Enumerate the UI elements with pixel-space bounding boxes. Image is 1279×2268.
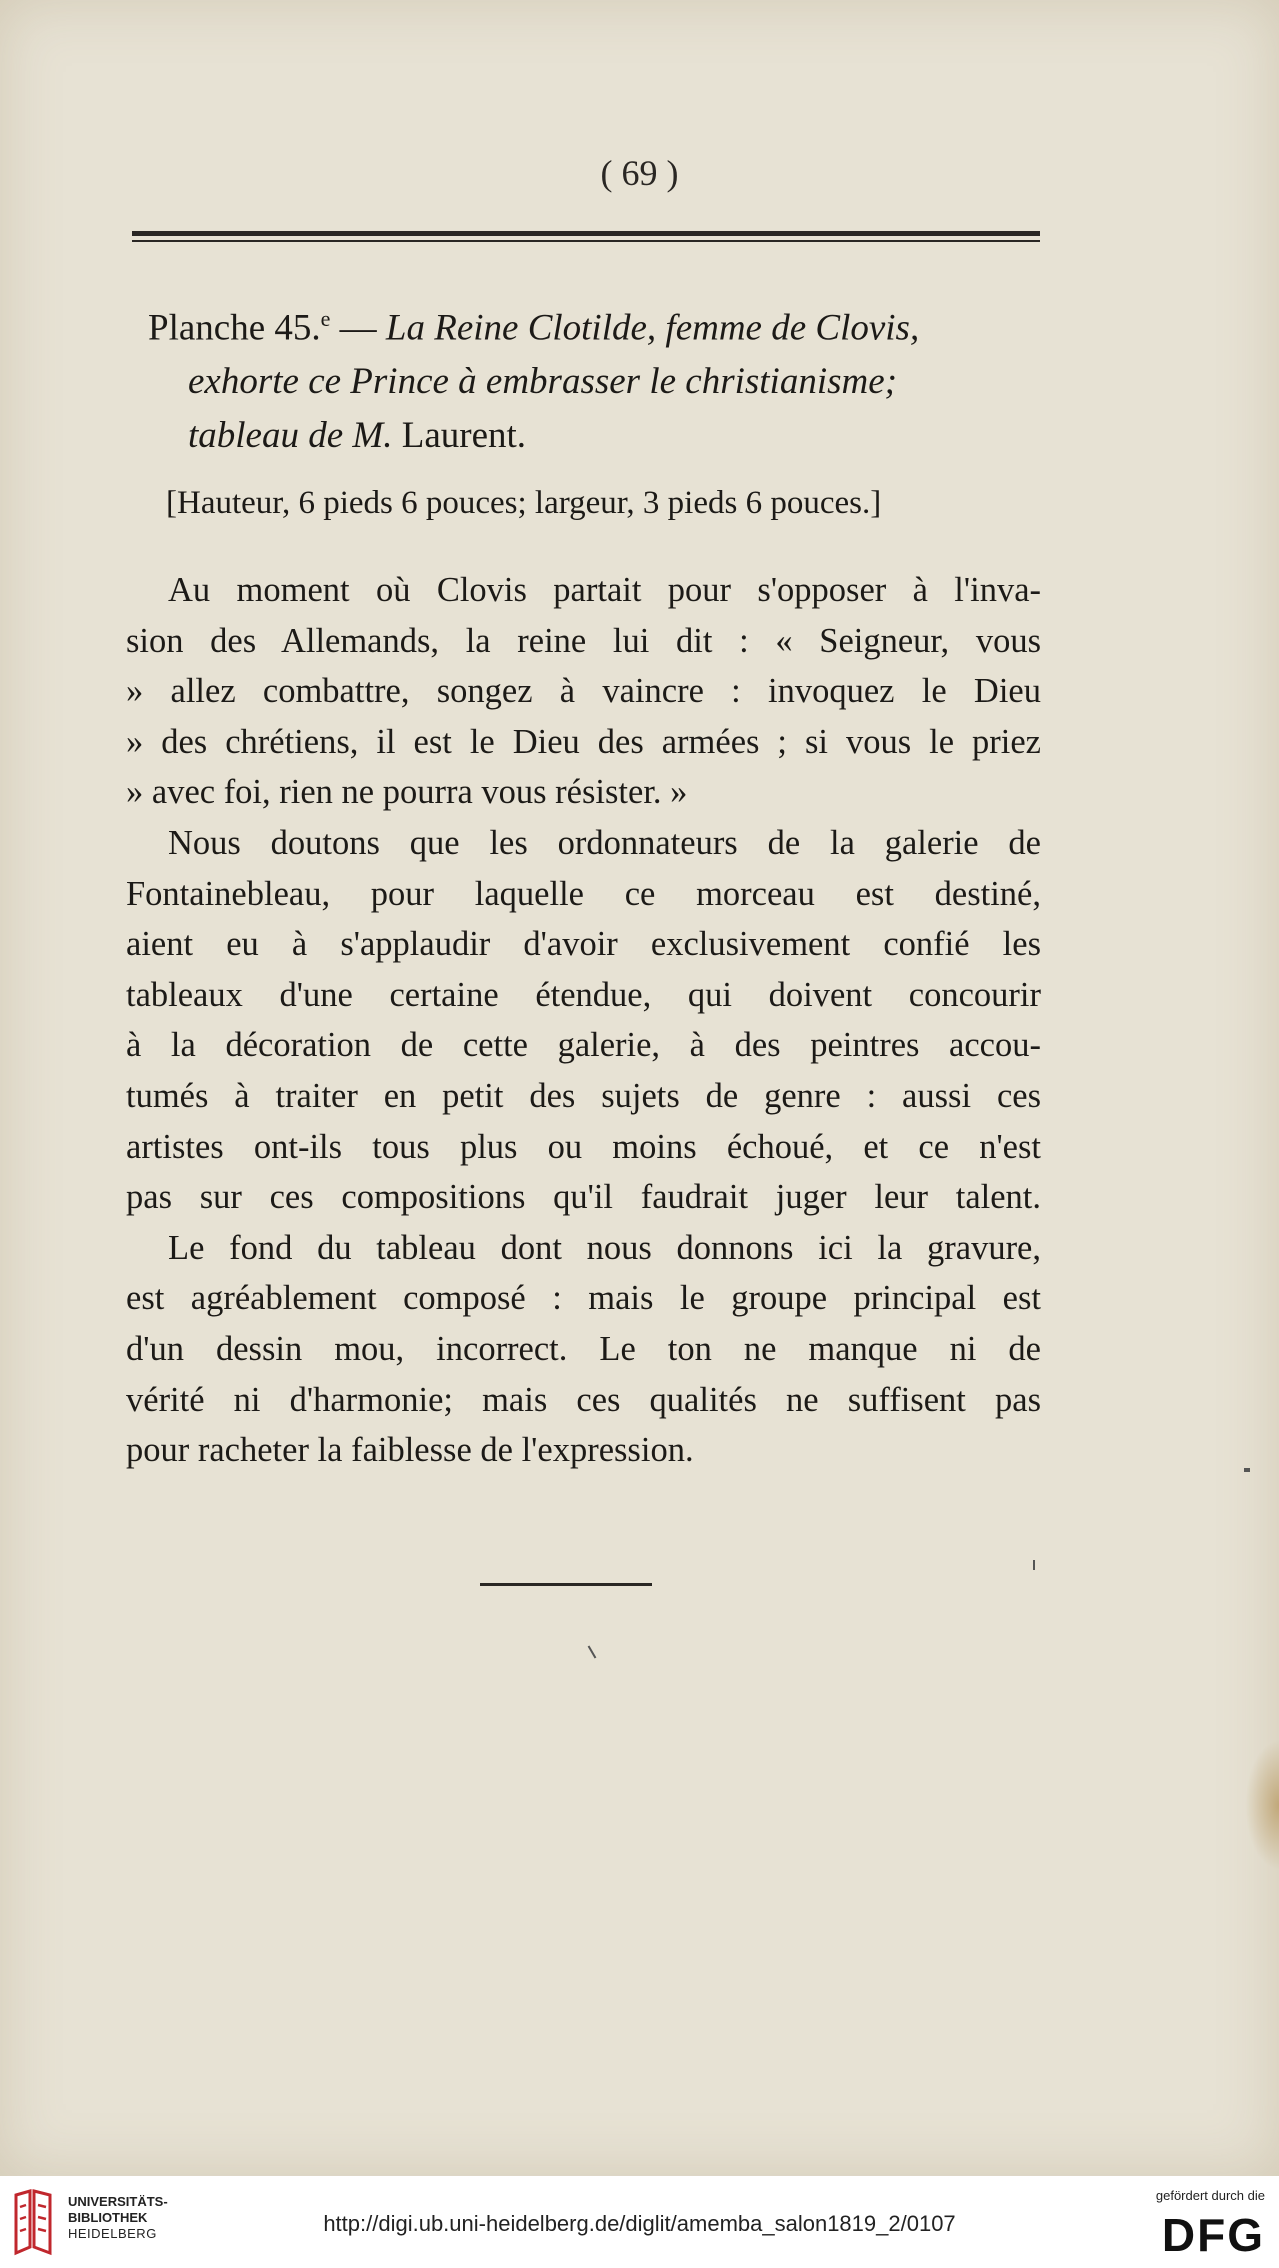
body-line: Fontainebleau, pour laquelle ce morceau est destiné, (126, 874, 1041, 913)
header-rule-thick (132, 231, 1040, 236)
title-line-1: Planche 45.$^e$ — La Reine Clotilde, femme de Clovis, (148, 306, 920, 349)
body-line: » allez combattre, songez à vaincre : invoquez le Dieu (126, 672, 1041, 711)
source-url[interactable]: http://digi.ub.uni-heidelberg.de/diglit/amemba_salon1819_2/0107 (323, 2211, 956, 2236)
ink-speck (1033, 1560, 1035, 1570)
title-line-2: exhorte ce Prince à embrasser le christianisme; (188, 361, 897, 403)
body-line: » avec foi, rien ne pourra vous résister. » (126, 773, 688, 812)
plate-title (148, 292, 1048, 463)
page-number: ( 69 ) (600, 153, 679, 193)
dfg-logo: DFG (1161, 2209, 1265, 2261)
sponsor-label: gefördert durch die (1155, 2188, 1265, 2203)
painting-dimensions: [Hauteur, 6 pieds 6 pouces; largeur, 3 pieds 6 pouces.] (166, 485, 882, 521)
ink-speck (1244, 1468, 1250, 1472)
title-line-3: tableau de M. Laurent. (188, 415, 527, 457)
closing-rule (480, 1583, 652, 1586)
body-line: artistes ont-ils tous plus ou moins échoué, et ce n'est (126, 1127, 1041, 1166)
body-line: est agréablement composé : mais le groupe principal est (126, 1279, 1041, 1318)
body-line: tableaux d'une certaine étendue, qui doivent concourir (126, 975, 1041, 1014)
body-line: aient eu à s'applaudir d'avoir exclusivement confié les (126, 925, 1041, 964)
body-line: pour racheter la faiblesse de l'expression. (126, 1431, 694, 1470)
body-line: à la décoration de cette galerie, à des peintres accou- (126, 1026, 1041, 1065)
body-text (126, 565, 1041, 1476)
body-line: Le fond du tableau dont nous donnons ici la gravure, (168, 1228, 1041, 1267)
ink-speck (588, 1645, 597, 1658)
body-line: vérité ni d'harmonie; mais ces qualités ne suffisent pas (126, 1380, 1041, 1419)
body-line: pas sur ces compositions qu'il faudrait juger leur talent. (126, 1178, 1041, 1217)
body-line: Nous doutons que les ordonnateurs de la galerie de (168, 823, 1041, 862)
body-line: tumés à traiter en petit des sujets de genre : aussi ces (126, 1076, 1041, 1115)
header-rule-thin (132, 240, 1040, 242)
body-line: » des chrétiens, il est le Dieu des armées ; si vous le priez (126, 722, 1041, 761)
body-line: Au moment où Clovis partait pour s'opposer à l'inva- (168, 571, 1041, 609)
body-line: d'un dessin mou, incorrect. Le ton ne manque ni de (126, 1329, 1041, 1368)
body-line: sion des Allemands, la reine lui dit : « Seigneur, vous (126, 621, 1041, 660)
paper-stain (1245, 1740, 1279, 1870)
library-name: UNIVERSITÄTS- BIBLIOTHEK HEIDELBERG (68, 2194, 168, 2241)
